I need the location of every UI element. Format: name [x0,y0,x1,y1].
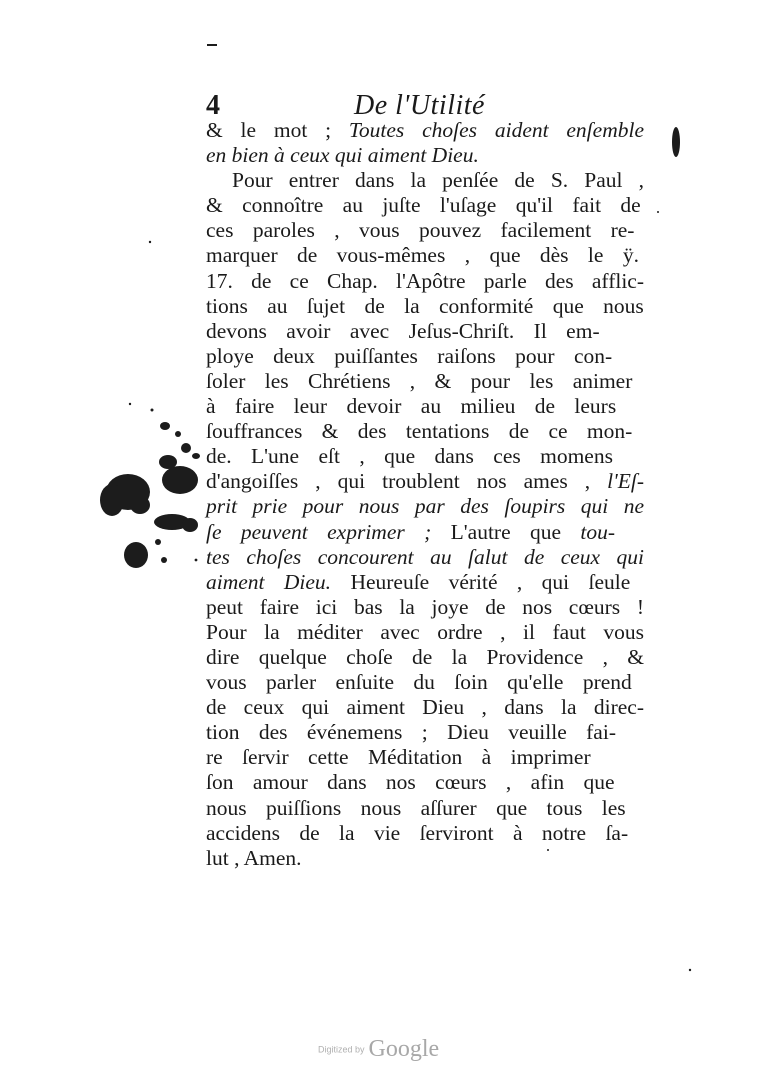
text-line [206,243,644,268]
text-segment: & connoître au juſte l'uſage qu'il fait de [206,193,641,218]
body-text [206,118,644,871]
text-line [206,595,644,620]
text-segment: en bien à ceux qui aiment Dieu. [206,143,479,168]
text-line [206,394,644,419]
text-line [206,294,644,319]
text-segment: tion des événemens ; Dieu veuille fai- [206,720,616,745]
text-line [206,846,644,871]
text-line [206,520,644,545]
text-segment: de. L'une eſt , que dans ces momens [206,444,613,469]
text-line [206,193,644,218]
google-logo-text: Google [368,1036,440,1062]
text-segment: marquer de vous-mêmes , que dès le ÿ. [206,243,639,268]
text-segment: ſe peuvent exprimer ; [206,519,432,544]
text-segment: re ſervir cette Méditation à imprimer [206,745,591,770]
text-line [206,269,644,294]
text-line [206,319,644,344]
text-segment: vous parler enſuite du ſoin qu'elle prend [206,670,632,695]
text-line [206,444,644,469]
text-line [206,720,644,745]
text-line [206,344,644,369]
text-segment: L'autre que [431,519,581,544]
digitization-watermark [318,1036,458,1066]
running-head: De l'Utilité [354,90,485,121]
text-line [206,168,644,193]
text-line [206,118,644,143]
text-line [206,369,644,394]
text-segment: tou- [580,519,616,544]
text-segment: aiment Dieu. [206,569,332,594]
text-segment: Pour la méditer avec ordre , il faut vous [206,619,644,644]
text-segment: l'Eſ- [607,469,644,494]
text-line [206,796,644,821]
page-number: 4 [206,90,220,121]
text-line [206,821,644,846]
text-line [206,218,644,243]
text-line [206,745,644,770]
text-line [206,143,644,168]
text-segment: peut faire ici bas la joye de nos cœurs ! [206,594,644,619]
text-line [206,770,644,795]
text-segment: ſon amour dans nos cœurs , afin que [206,770,615,795]
text-segment: devons avoir avec Jeſus-Chriſt. Il em- [206,318,600,343]
text-segment: 17. de ce Chap. l'Apôtre parle des afflic- [206,268,644,293]
text-segment: d'angoiſſes , qui troublent nos ames , [206,469,608,494]
text-segment: lut , Amen. [206,845,302,870]
text-segment: prit prie pour nous par des ſoupirs qui ne [206,494,644,519]
text-segment: Heureuſe vérité , qui ſeule [331,569,631,594]
text-line [206,545,644,570]
text-segment: ſouffrances & des tentations de ce mon- [206,419,633,444]
text-segment: ployе deux puiſſantes raiſons pour con- [206,343,613,368]
text-line [206,645,644,670]
text-segment: accidens de la vie ſerviront à notre ſa- [206,820,629,845]
digitized-label: Digitized by [318,1044,365,1055]
text-segment: tions au ſujet de la conformité que nous [206,293,644,318]
text-segment: Pour entrer dans la penſée de S. Paul , [232,168,644,193]
text-segment: à faire leur devoir au milieu de leurs [206,394,617,419]
text-segment: de ceux qui aiment Dieu , dans la direc- [206,695,644,720]
text-line [206,494,644,519]
text-segment: tes choſes concourent au ſalut de ceux qui [206,544,644,569]
text-line [206,695,644,720]
text-line [206,670,644,695]
text-line [206,469,644,494]
text-line [206,419,644,444]
text-line [206,620,644,645]
text-segment: & le mot ; [206,118,349,142]
text-segment: nous puiſſions nous aſſurer que tous les [206,795,626,820]
text-segment: Toutes choſes aident enſemble [348,118,644,142]
text-line [206,570,644,595]
text-segment: ces paroles , vous pouvez facilement re- [206,218,635,243]
text-segment: dire quelque choſe de la Providence , & [206,644,644,669]
text-segment: ſoler les Chrétiens , & pour les animer [206,368,633,393]
